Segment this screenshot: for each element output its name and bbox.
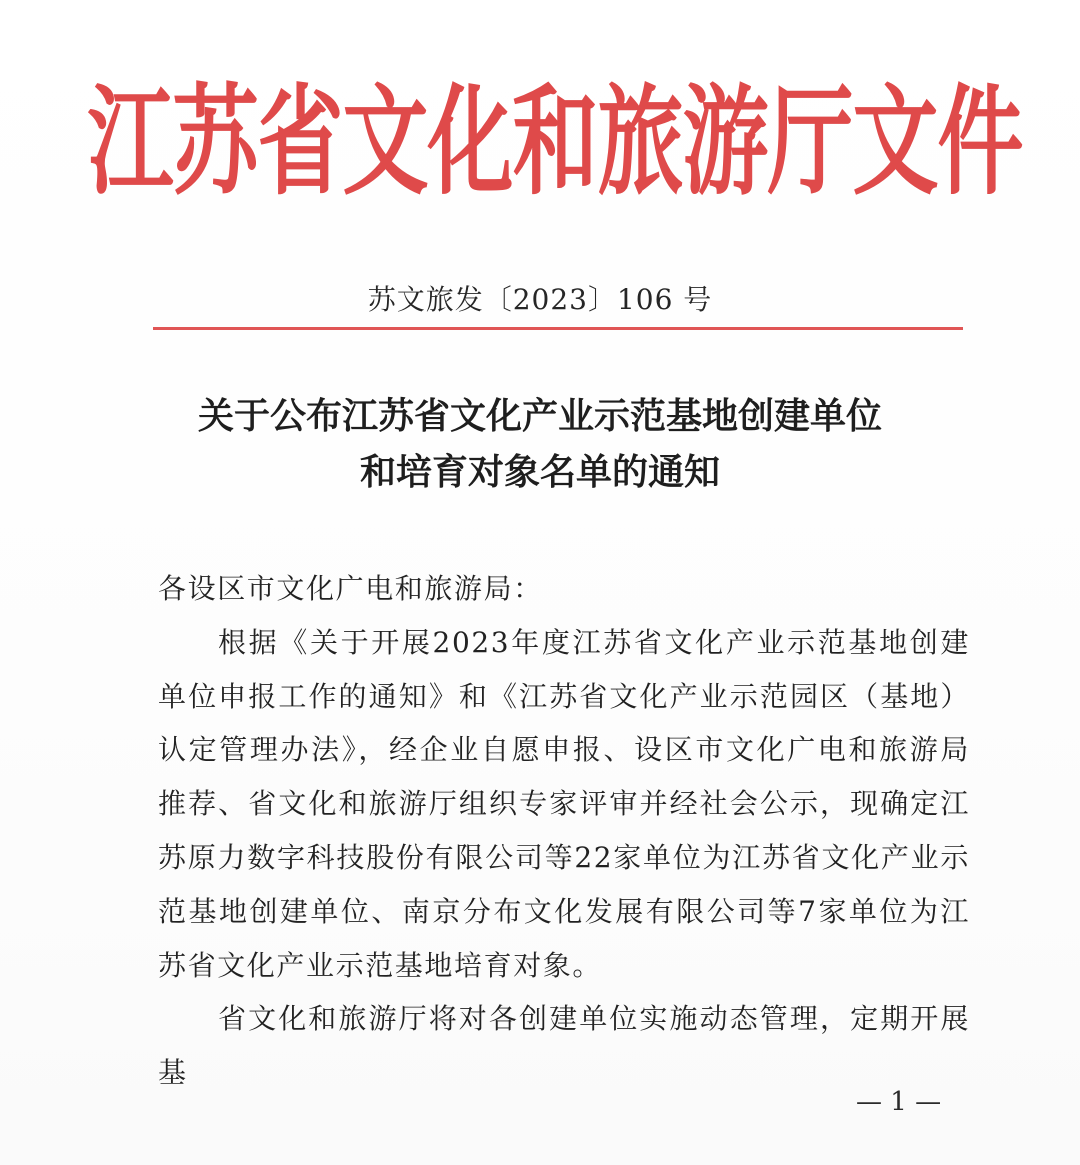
page-number: — 1 — — [856, 1087, 942, 1117]
document-body — [158, 562, 970, 1100]
masthead-title: 江苏省文化和旅游厅文件 — [87, 74, 1023, 212]
title-line-1: 关于公布江苏省文化产业示范基地创建单位 — [197, 395, 882, 437]
salutation: 各设区市文化广电和旅游局： — [158, 572, 543, 605]
document-number: 苏文旅发〔2023〕106 号 — [367, 283, 713, 316]
paragraph-1: 根据《关于开展2023年度江苏省文化产业示范基地创建单位申报工作的通知》和《江苏省文化产业示范园区（基地）认定管理办法》，经企业自愿申报、设区市文化广电和旅游局推荐、省文化和旅游厅组织专家评审并经社会公示，现确定江苏原力数字科技股份有限公司等22家单位为江苏省文化产业示范基地创建单位、南京分布文化发展有限公司等7家单位为江苏省文化产业示范基地培育对象。 — [158, 625, 970, 982]
red-divider-line — [153, 327, 963, 330]
paragraph-2: 省文化和旅游厅将对各创建单位实施动态管理，定期开展基 — [158, 1002, 970, 1090]
document-masthead — [87, 74, 1023, 212]
title-line-2: 和培育对象名单的通知 — [359, 451, 720, 493]
document-title — [0, 388, 1080, 500]
